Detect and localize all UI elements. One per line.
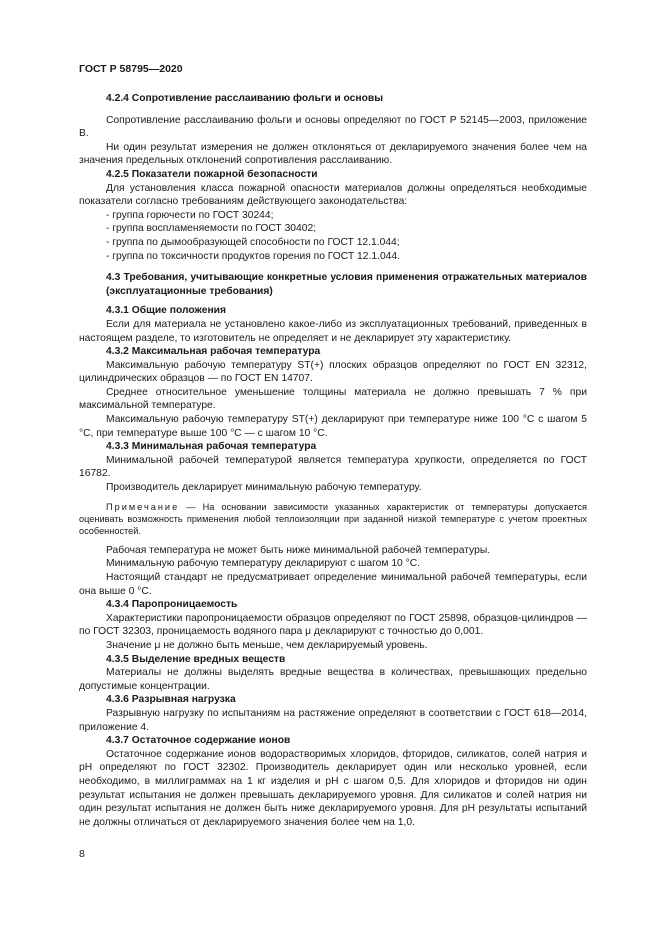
note [79,501,587,538]
section-heading-4-3-4: 4.3.4 Паропроницаемость [106,599,238,611]
paragraph: Максимальную рабочую температуру ST(+) декларируют при температуре ниже 100 °С с шагом 5 °С, при температуре выше 100 °С — с шагом 10 °С. [79,414,587,439]
paragraph: Значение μ не должно быть меньше, чем декларируемый уровень. [106,640,428,651]
paragraph: Если для материала не установлено какое-либо из эксплуатационных требований, приведенных в настоящем разделе, то изготовитель не определяет и не декларирует эту характеристику. [79,318,587,344]
paragraph: Для установления класса пожарной опасности материалов должны определяться необходимые показатели согласно требованиям действующего законодательства: [79,182,587,208]
paragraph: Среднее относительное уменьшение толщины материала не должно превышать 7 % при максимальной температуре. [79,386,587,412]
paragraph: Минимальной рабочей температурой является температура хрупкости, определяется по ГОСТ 16782. [79,454,587,480]
note-label: Примечание [106,501,180,512]
paragraph: Материалы не должны выделять вредные вещества в количествах, превышающих предельно допустимые концентрации. [79,667,587,692]
list-item: - группа по дымообразующей способности по ГОСТ 12.1.044; [106,236,400,248]
section-heading-4-2-4: 4.2.4 Сопротивление расслаиванию фольги и основы [106,93,384,104]
paragraph: Сопротивление расслаиванию фольги и основы определяют по ГОСТ Р 52145—2003, приложение В. [79,114,587,140]
paragraph: Характеристики паропроницаемости образцов определяют по ГОСТ 25898, образцов-цилиндров — по ГОСТ 32303, проницаемость водяного пара μ декларируют с точностью до 0,001. [79,612,587,638]
section-heading-4-3: 4.3 Требования, учитывающие конкретные условия применения отражательных материалов (эксплуатационные требования) [106,272,587,297]
section-heading-4-3-1: 4.3.1 Общие положения [106,305,226,317]
section-heading-4-3-6: 4.3.6 Разрывная нагрузка [106,694,236,706]
paragraph: Остаточное содержание ионов водорастворимых хлоридов, фторидов, силикатов, солей натрия и рН определяют по ГОСТ 32302. Производитель декларирует один или несколько уровней, если необходимо, в миллиграммах на 1 кг изделия и рН с шагом 0,5. Для хлоридов и фторидов ни один результат испытания не должен превышать декларируемого уровня. Для силикатов и солей натрия ни один результат испытания не должен быть ниже декларируемого уровня. Для рН результаты испытаний не должны отличаться от декларируемого значения более чем на 1,0. [79,748,587,828]
document-body [79,92,587,829]
list-item: - группа по токсичности продуктов горения по ГОСТ 12.1.044. [106,250,400,262]
section-heading-4-2-5: 4.2.5 Показатели пожарной безопасности [106,168,318,180]
list-item: - группа горючести по ГОСТ 30244; [106,209,274,221]
paragraph: Минимальную рабочую температуру декларируют с шагом 10 °С. [106,558,421,570]
paragraph: Рабочая температура не может быть ниже минимальной рабочей температуры. [106,544,491,556]
note-text: — На основании зависимости указанных характеристик от температуры допускается оценивать возможность применения любой теплоизоляции при заданной низкой температуре с учетом проектных особенностей. [79,501,587,537]
paragraph: Разрывную нагрузку по испытаниям на растяжение определяют в соответствии с ГОСТ 618—2014, приложение 4. [79,707,587,733]
section-heading-4-3-2: 4.3.2 Максимальная рабочая температура [106,346,321,358]
list-item: - группа воспламеняемости по ГОСТ 30402; [106,223,317,235]
paragraph: Настоящий стандарт не предусматривает определение минимальной рабочей температуры, если она выше 0 °С. [79,572,587,597]
paragraph: Производитель декларирует минимальную рабочую температуру. [106,482,422,494]
section-heading-4-3-3: 4.3.3 Минимальная рабочая температура [106,441,317,453]
paragraph: Максимальную рабочую температуру ST(+) плоских образцов определяют по ГОСТ EN 32312, цилиндрических образцов — по ГОСТ EN 14707. [79,359,587,385]
section-heading-4-3-5: 4.3.5 Выделение вредных веществ [106,653,286,665]
page-number: 8 [79,848,85,860]
document-header: ГОСТ Р 58795—2020 [79,63,183,75]
section-heading-4-3-7: 4.3.7 Остаточное содержание ионов [106,735,291,747]
paragraph: Ни один результат измерения не должен отклоняться от декларируемого значения более чем на значения предельных отклонений сопротивления расслаиванию. [79,141,587,167]
